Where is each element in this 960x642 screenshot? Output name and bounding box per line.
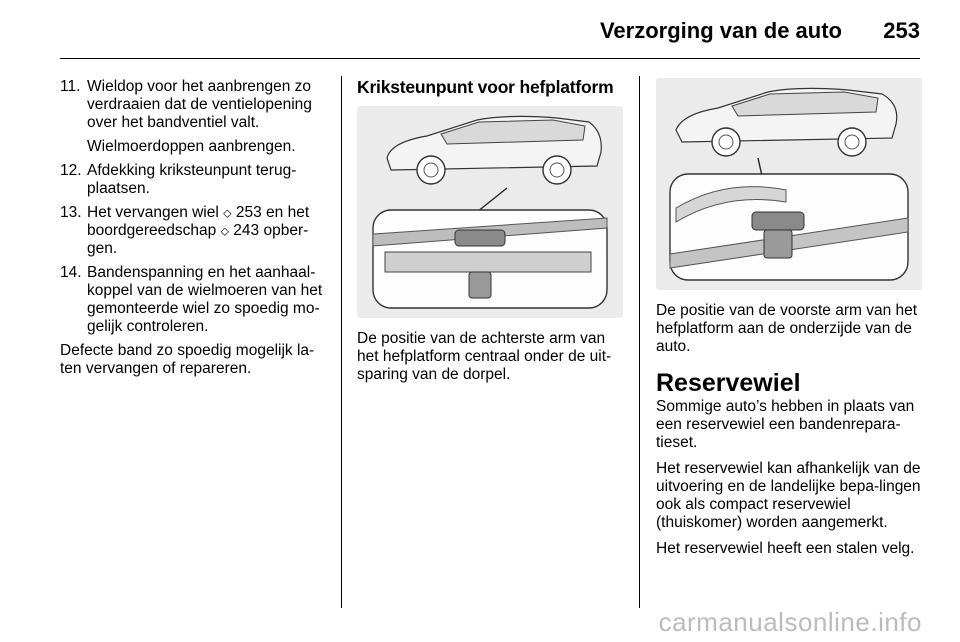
figure-caption: De positie van de achterste arm van het hefplatform centraal onder de uit-sparing van de dorpel.: [357, 330, 612, 383]
step-11: 11. Wieldop voor het aanbrengen zo verdraaien dat de ventielopening over het bandventiel valt.: [60, 78, 312, 131]
page-title: Verzorging van de auto: [599, 18, 842, 43]
rear-jack-point-illustration: [357, 106, 623, 318]
page-number: 253: [883, 18, 920, 43]
column-divider-2: [639, 76, 640, 608]
paragraph: Het reservewiel heeft een stalen velg.: [656, 540, 915, 557]
column-left: [60, 78, 328, 386]
paragraph: Het reservewiel kan afhankelijk van de uitvoering en de landelijke bepa-lingen ook als compact reservewiel (thuiskomer) worden aangemerkt.: [656, 460, 921, 531]
watermark: carmanualsonline.info: [658, 607, 922, 637]
step-13: 13. Het vervangen wiel ⬦ 253 en het boordgereedschap ⬦ 243 opber-gen.: [60, 204, 310, 257]
step-12: 12. Afdekking kriksteunpunt terug-plaatsen.: [60, 162, 297, 197]
column-middle: [357, 78, 623, 392]
reference-arrow-icon: ⬦: [220, 224, 229, 238]
page-reference-link[interactable]: 243: [233, 222, 260, 239]
column-right: [656, 78, 922, 566]
header-rule: [60, 58, 920, 59]
step-11-note: Wielmoerdoppen aanbrengen.: [87, 138, 296, 155]
page-header: [0, 0, 960, 62]
section-heading-reservewiel: Reservewiel: [656, 369, 801, 397]
paragraph: Sommige auto’s hebben in plaats van een reservewiel een bandenrepara-tieset.: [656, 398, 915, 451]
page-reference-link[interactable]: 253: [235, 204, 262, 221]
steps-list: [60, 78, 328, 132]
step-14: 14. Bandenspanning en het aanhaal-koppel van de wielmoeren van het gemonteerde wiel zo spoedig mo-gelijk controleren.: [60, 264, 323, 335]
figure-caption: De positie van de voorste arm van het hefplatform aan de onderzijde van de auto.: [656, 302, 918, 355]
column-divider-1: [341, 76, 342, 608]
reference-arrow-icon: ⬦: [223, 206, 232, 220]
front-jack-point-illustration: [656, 78, 922, 290]
closing-paragraph: Defecte band zo spoedig mogelijk la-ten vervangen of repareren.: [60, 342, 315, 377]
section-heading: Kriksteunpunt voor hefplatform: [357, 77, 614, 97]
